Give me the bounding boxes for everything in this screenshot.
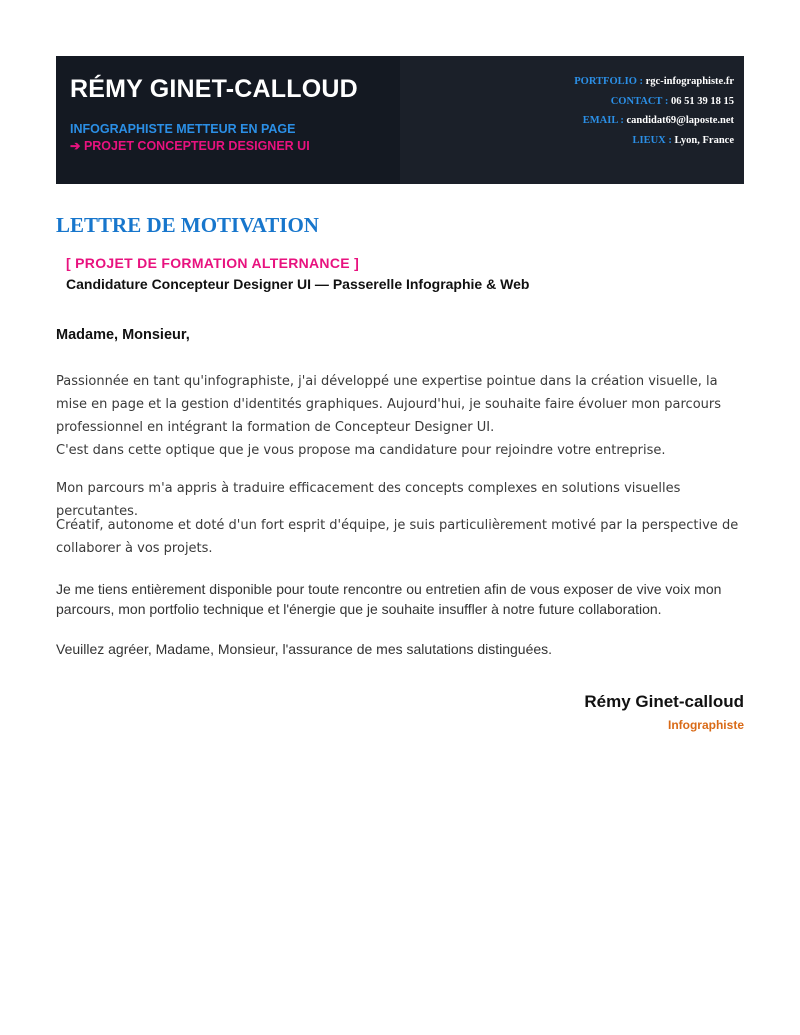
- paragraph-intro: Passionnée en tant qu'infographiste, j'ai développé une expertise pointue dans la création visuelle, la mise en page et la gestion d'identités graphiques. Aujourd'hui, je souhaite faire évoluer mon parcours professionnel en intégrant la formation de Concepteur Designer UI. C'est dans cette optique que je vous propose ma candidature pour rejoindre votre entreprise.: [56, 374, 721, 458]
- contact-phone[interactable]: CONTACT : 06 51 39 18 15: [610, 95, 734, 107]
- current-role: INFOGRAPHISTE METTEUR EN PAGE: [70, 122, 296, 136]
- header-contacts: [400, 56, 744, 184]
- contact-portfolio[interactable]: PORTFOLIO : rgc-infographiste.fr: [574, 76, 734, 87]
- contact-email[interactable]: EMAIL : candidat69@laposte.net: [582, 115, 734, 126]
- contact-location: LIEUX : Lyon, France: [632, 134, 734, 146]
- candidate-name: RÉMY GINET-CALLOUD: [70, 75, 358, 103]
- letter-subject: Candidature Concepteur Designer UI — Passerelle Infographie & Web: [66, 276, 530, 292]
- letter-title: LETTRE DE MOTIVATION: [56, 213, 319, 237]
- cv-header: [56, 56, 744, 184]
- paragraph-closing: Veuillez agréer, Madame, Monsieur, l'assurance de mes salutations distinguées.: [56, 641, 553, 657]
- signature-role: Infographiste: [667, 718, 744, 732]
- paragraph-qualities: Créatif, autonome et doté d'un fort esprit d'équipe, je suis particulièrement motivé par la perspective de collaborer à vos projets.: [56, 518, 739, 556]
- project-role: ➔ PROJET CONCEPTEUR DESIGNER UI: [70, 139, 310, 153]
- salutation: Madame, Monsieur,: [56, 327, 190, 343]
- signature-name: Rémy Ginet-calloud: [584, 692, 744, 711]
- letter-tag: [ PROJET DE FORMATION ALTERNANCE ]: [66, 255, 360, 271]
- paragraph-availability: Je me tiens entièrement disponible pour toute rencontre ou entretien afin de vous exposer de vive voix mon parcours, mon portfolio technique et l'énergie que je souhaite insuffler à notre future collaboration.: [56, 581, 722, 617]
- paragraph-background: Mon parcours m'a appris à traduire efficacement des concepts complexes en solutions visuelles percutantes.: [56, 481, 681, 519]
- header-identity: [56, 56, 400, 184]
